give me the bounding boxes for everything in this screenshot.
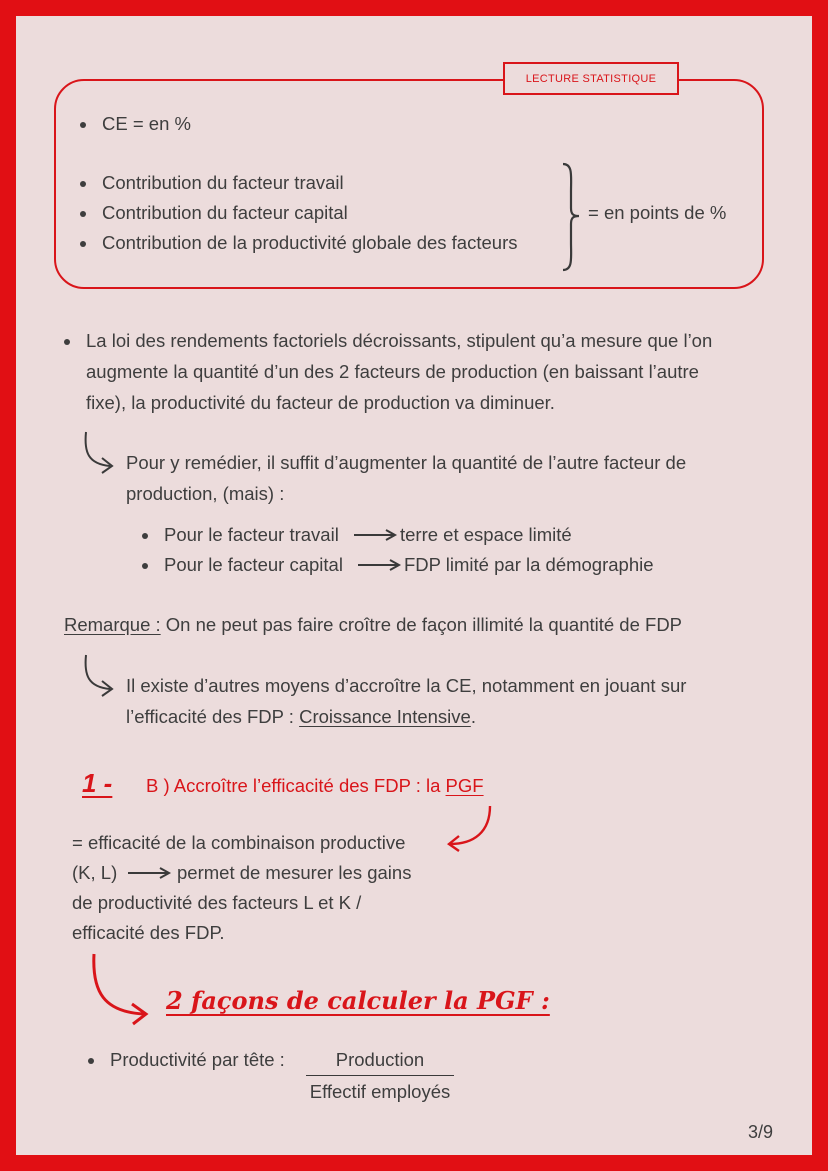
arrow-right-icon [354,528,398,542]
def-line-4: efficacité des FDP. [72,922,225,943]
remedy-line-1: Pour y remédier, il suffit d’augmenter la quantité de l’autre facteur de [126,452,687,473]
stat-item-pgf: Contribution de la productivité globale des facteurs [102,228,517,258]
fraction-numerator: Production [335,1049,425,1070]
def-line-1: = efficacité de la combinaison productive [72,832,406,853]
def-line-3: de productivité des facteurs L et K / [72,892,362,913]
sub-item-result: terre et espace limité [400,524,572,545]
curved-arrow-icon [82,430,128,476]
section-title-text: B ) Accroître l’efficacité des FDP : la [146,775,446,796]
croissance-intensive: Croissance Intensive [299,706,471,727]
remark-follow-prefix: l’efficacité des FDP : [126,706,300,727]
page-number: 3/9 [748,1122,774,1142]
sub-item-label: Pour le facteur travail [164,524,339,545]
arrow-right-icon [358,558,402,572]
curved-arrow-icon [82,653,128,699]
methods-title: 2 façons de calculer la PGF : [166,986,550,1015]
curved-red-arrow-icon [444,804,494,854]
remark-follow-suffix: . [470,706,476,727]
def-line-2b: permet de mesurer les gains [177,862,412,883]
brace-label: = en points de % [588,202,727,223]
stat-item-ce: CE = en % [102,109,191,139]
remark-follow-2 [126,702,476,732]
remark-follow-1: Il existe d’autres moyens d’accroître la CE, notamment en jouant sur [126,675,687,696]
law-line-1: La loi des rendements factoriels décroissants, stipulent qu’a mesure que l’on [86,326,712,356]
law-line-3: fixe), la productivité du facteur de production va diminuer. [86,392,555,413]
law-line-2: augmente la quantité d’un des 2 facteurs de production (en baissant l’autre [86,361,699,382]
fraction-denominator: Effectif employés [309,1081,451,1102]
sub-item-label: Pour le facteur capital [164,554,343,575]
arrow-right-icon [128,866,172,880]
stat-item-labour: Contribution du facteur travail [102,168,344,198]
remark-label: Remarque : [64,614,161,635]
def-line-2: (K, L) [72,862,118,883]
method-item-label: Productivité par tête : [110,1045,285,1075]
curly-brace-icon [559,162,583,272]
remedy-line-2: production, (mais) : [126,483,285,504]
fraction-bar [306,1075,454,1076]
section-title-pgf: PGF [445,775,484,796]
sub-item-result: FDP limité par la démographie [404,554,654,575]
section-number: 1 - [82,768,113,798]
remark-line [64,610,682,640]
stat-tag: LECTURE STATISTIQUE [503,62,679,95]
sub-item-labour [164,520,339,550]
stat-item-capital: Contribution du facteur capital [102,198,348,228]
remark-text: On ne peut pas faire croître de façon illimité la quantité de FDP [160,614,683,635]
curved-red-arrow-icon [90,952,152,1028]
section-title [146,771,484,801]
sub-item-capital [164,550,343,580]
